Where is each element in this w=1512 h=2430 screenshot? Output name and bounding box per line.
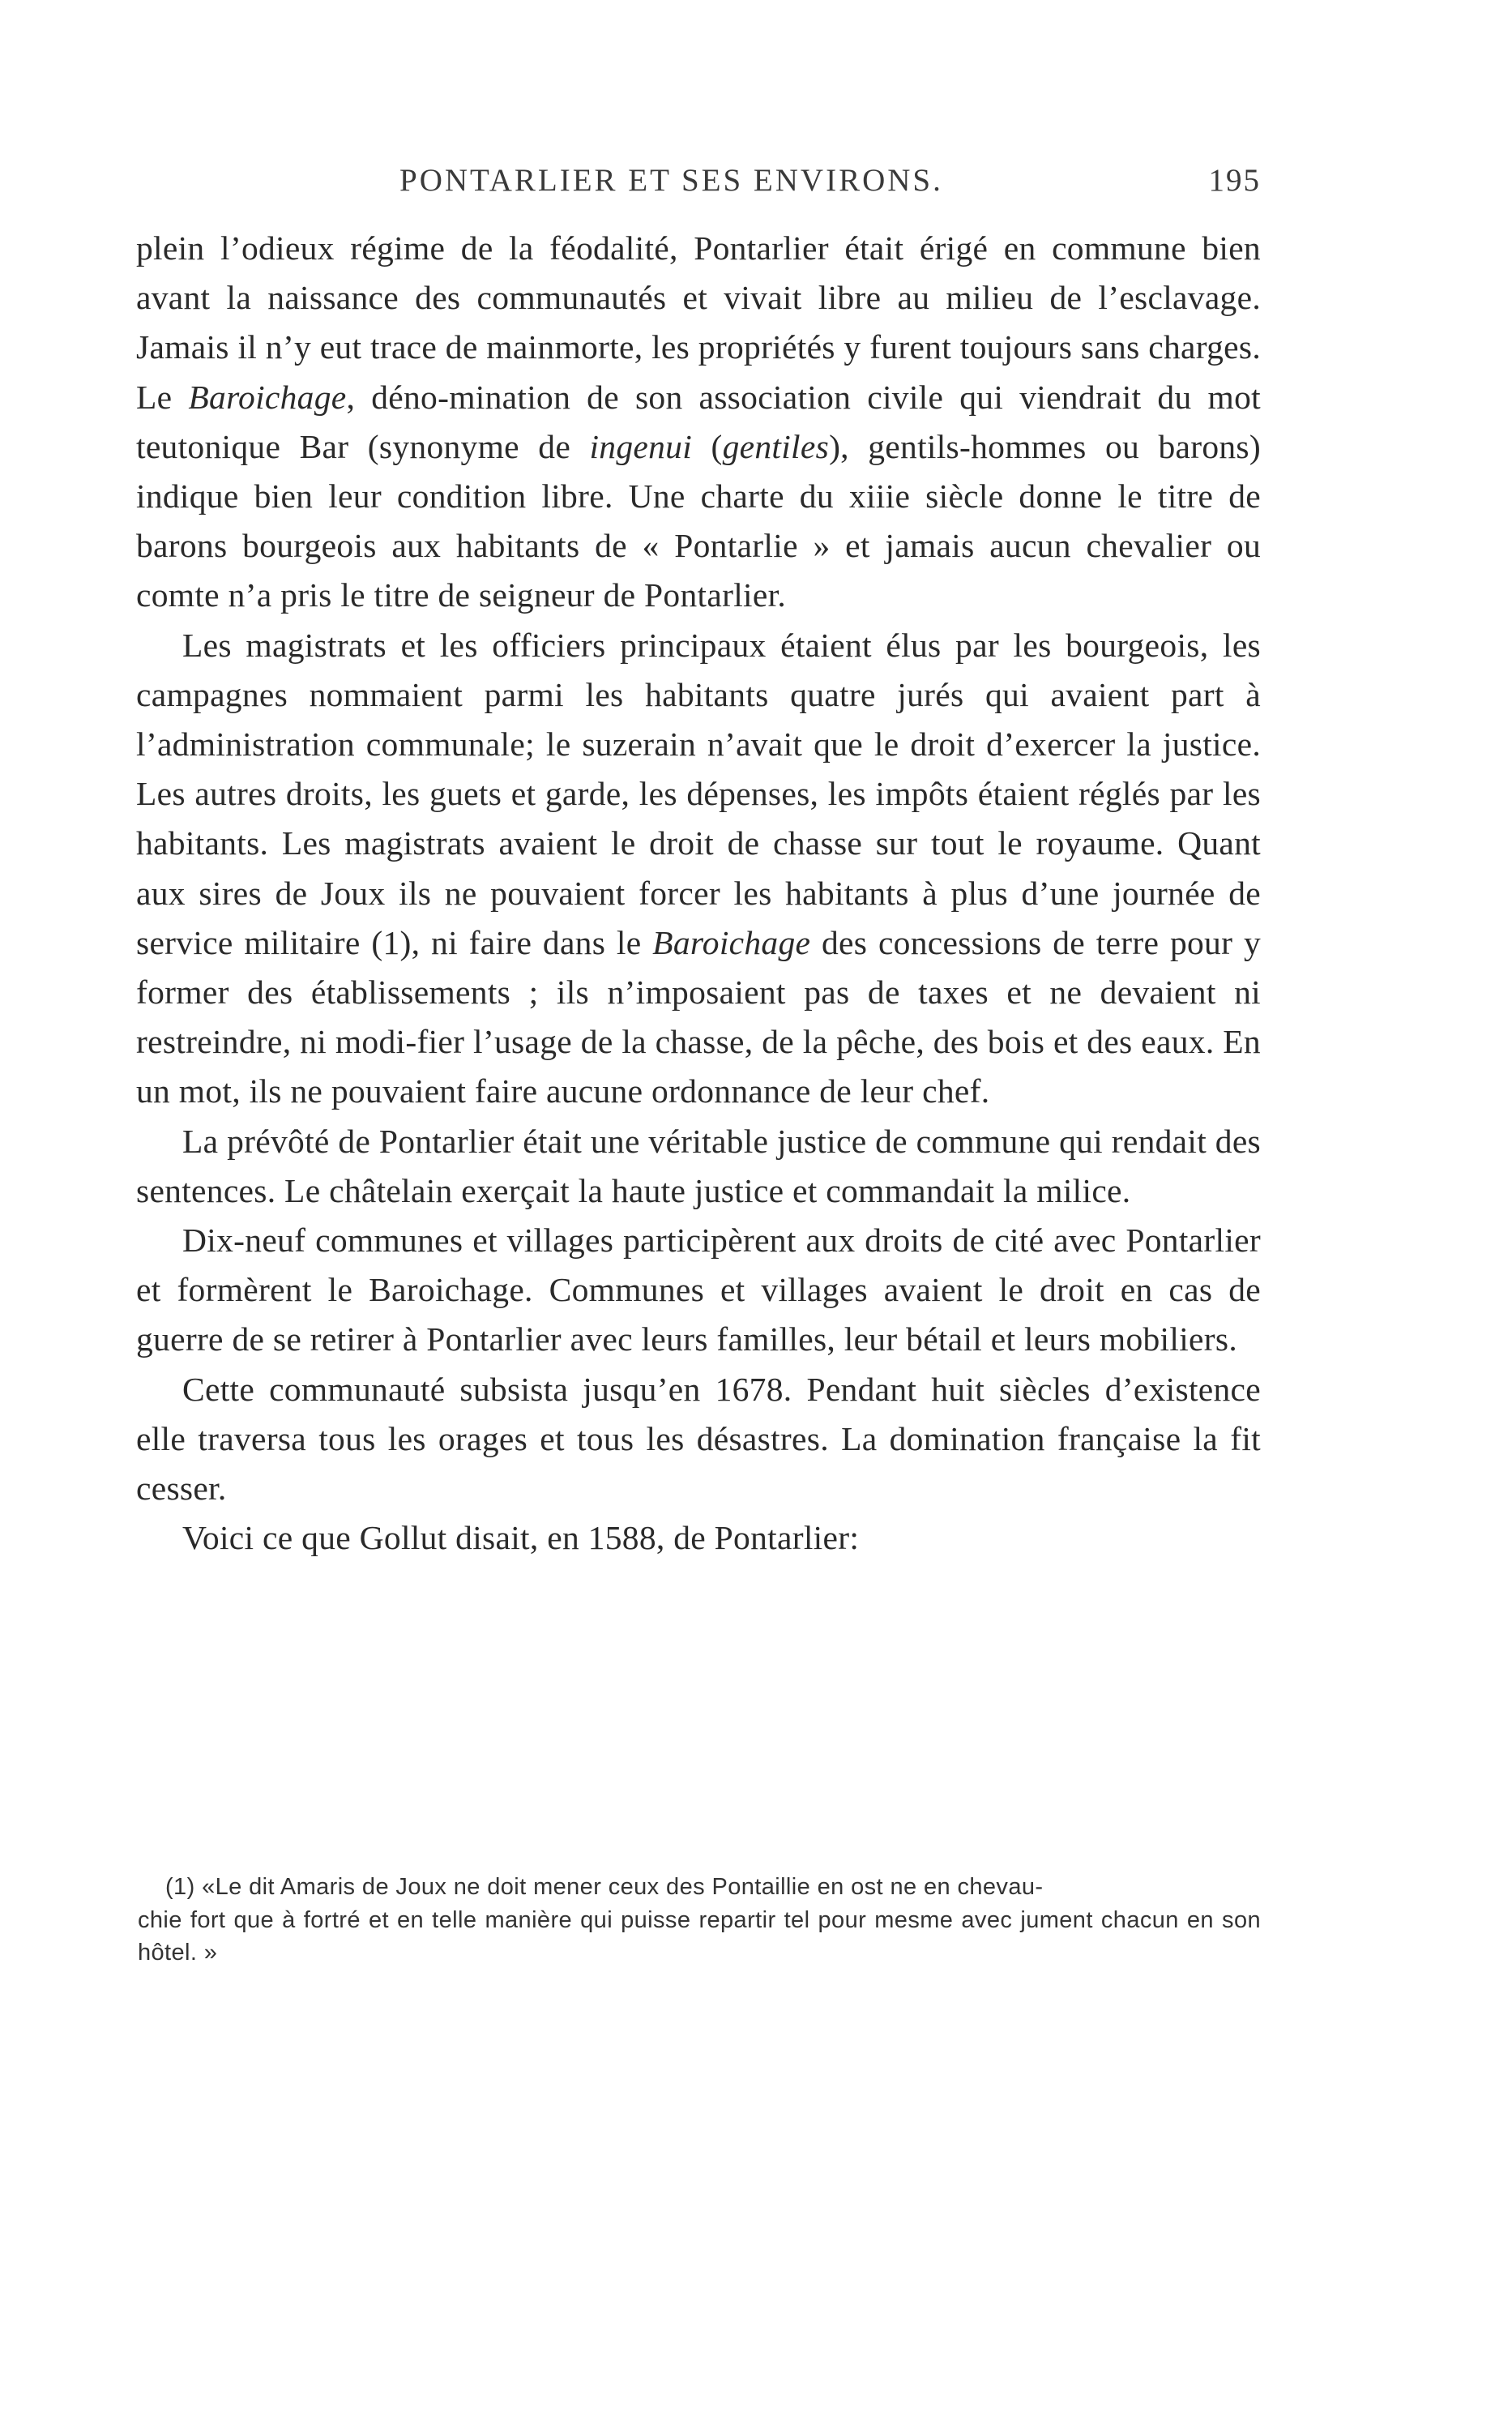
italic-term-baroichage-2: Baroichage: [652, 923, 811, 961]
italic-term-gentiles: gentiles: [722, 427, 830, 465]
paragraph-4: Dix-neuf communes et villages participèrent aux droits de cité avec Pontarlier et formèrent le Baroichage. Communes et villages avaient le droit en cas de guerre de se retirer à Pontarlier avec leurs familles, leur bétail et leurs mobiliers.: [136, 1221, 1261, 1358]
paragraph-1-text-g: ), gentils-hommes ou barons) indique bien leur condition libre. Une charte du: [136, 427, 1262, 516]
paragraph-1-text-i: siècle donne le titre de barons bourgeois aux habitants de « Pontarlie » et jamais aucun chevalier ou comte n’a pris le titre de seigneur de Pontarlier.: [136, 477, 1261, 614]
italic-term-ingenui: ingenui: [589, 427, 693, 465]
paragraph-1-text-c: , déno-mination de son association civile qui viendrait du mot teutonique Bar (synonyme de: [136, 378, 1262, 465]
footnote-line-1: (1) «Le dit Amaris de Joux ne doit mener ceux des Pontaillie en ost ne en chevau-: [165, 1874, 1044, 1900]
footnote-continuation: chie fort que à fortré et en telle manière qui puisse repartir tel pour mesme avec jument chacun en son hôtel. »: [138, 1906, 1261, 1966]
paragraph-3: La prévôté de Pontarlier était une véritable justice de commune qui rendait des sentences. Le châtelain exerçait la haute justice et commandait la milice.: [136, 1122, 1261, 1209]
footnote: [138, 1871, 1261, 1970]
century-numeral: xiiie: [848, 477, 911, 516]
footnote-text: [138, 1871, 1261, 1970]
italic-term-baroichage: Baroichage: [188, 378, 347, 416]
page-header: [136, 162, 1261, 207]
paragraph-2-text-c: des concessions de terre pour y former des établissements ; ils n’imposaient pas de taxes et ne devaient ni restreindre, ni modi-fier l’usage de la chasse, de la pêche, des bois et des eaux. En un mot, ils ne pouvaient faire aucune ordonnance de leur chef.: [136, 923, 1261, 1110]
paragraph-6: Voici ce que Gollut disait, en 1588, de Pontarlier:: [182, 1519, 860, 1557]
paragraph-2-text-a: Les magistrats et les officiers principaux étaient élus par les bourgeois, les campagnes nommaient parmi les habitants quatre jurés qui avaient part à l’administration communale; le suzerain n’avait que le droit d’exercer la justice. Les autres droits, les guets et garde, les dépenses, les impôts étaient réglés par les habitants. Les magistrats avaient le droit de chasse sur tout le royaume. Quant aux sires de Joux ils ne pouvaient forcer les habitants à plus d’une journée de service militaire (1), ni faire dans le: [136, 626, 1261, 961]
paragraph-5: Cette communauté subsista jusqu’en 1678. Pendant huit siècles d’existence elle traversa tous les orages et tous les désastres. La domination française la fit cesser.: [136, 1370, 1261, 1508]
running-title: PONTARLIER ET SES ENVIRONS.: [399, 163, 943, 198]
main-text: [136, 224, 1261, 1563]
paragraph-1-text-e: (: [692, 427, 723, 465]
paragraph-2: [136, 621, 1261, 1117]
paragraph-1: [136, 224, 1261, 621]
page-number: 195: [1208, 163, 1261, 198]
paragraph-1-text-a: plein l’odieux régime de la féodalité, Pontarlier était érigé en commune bien avant la naissance des communautés et vivait libre au milieu de l’esclavage. Jamais il n’y eut trace de mainmorte, les propriétés y furent toujours sans charges. Le: [136, 229, 1261, 416]
